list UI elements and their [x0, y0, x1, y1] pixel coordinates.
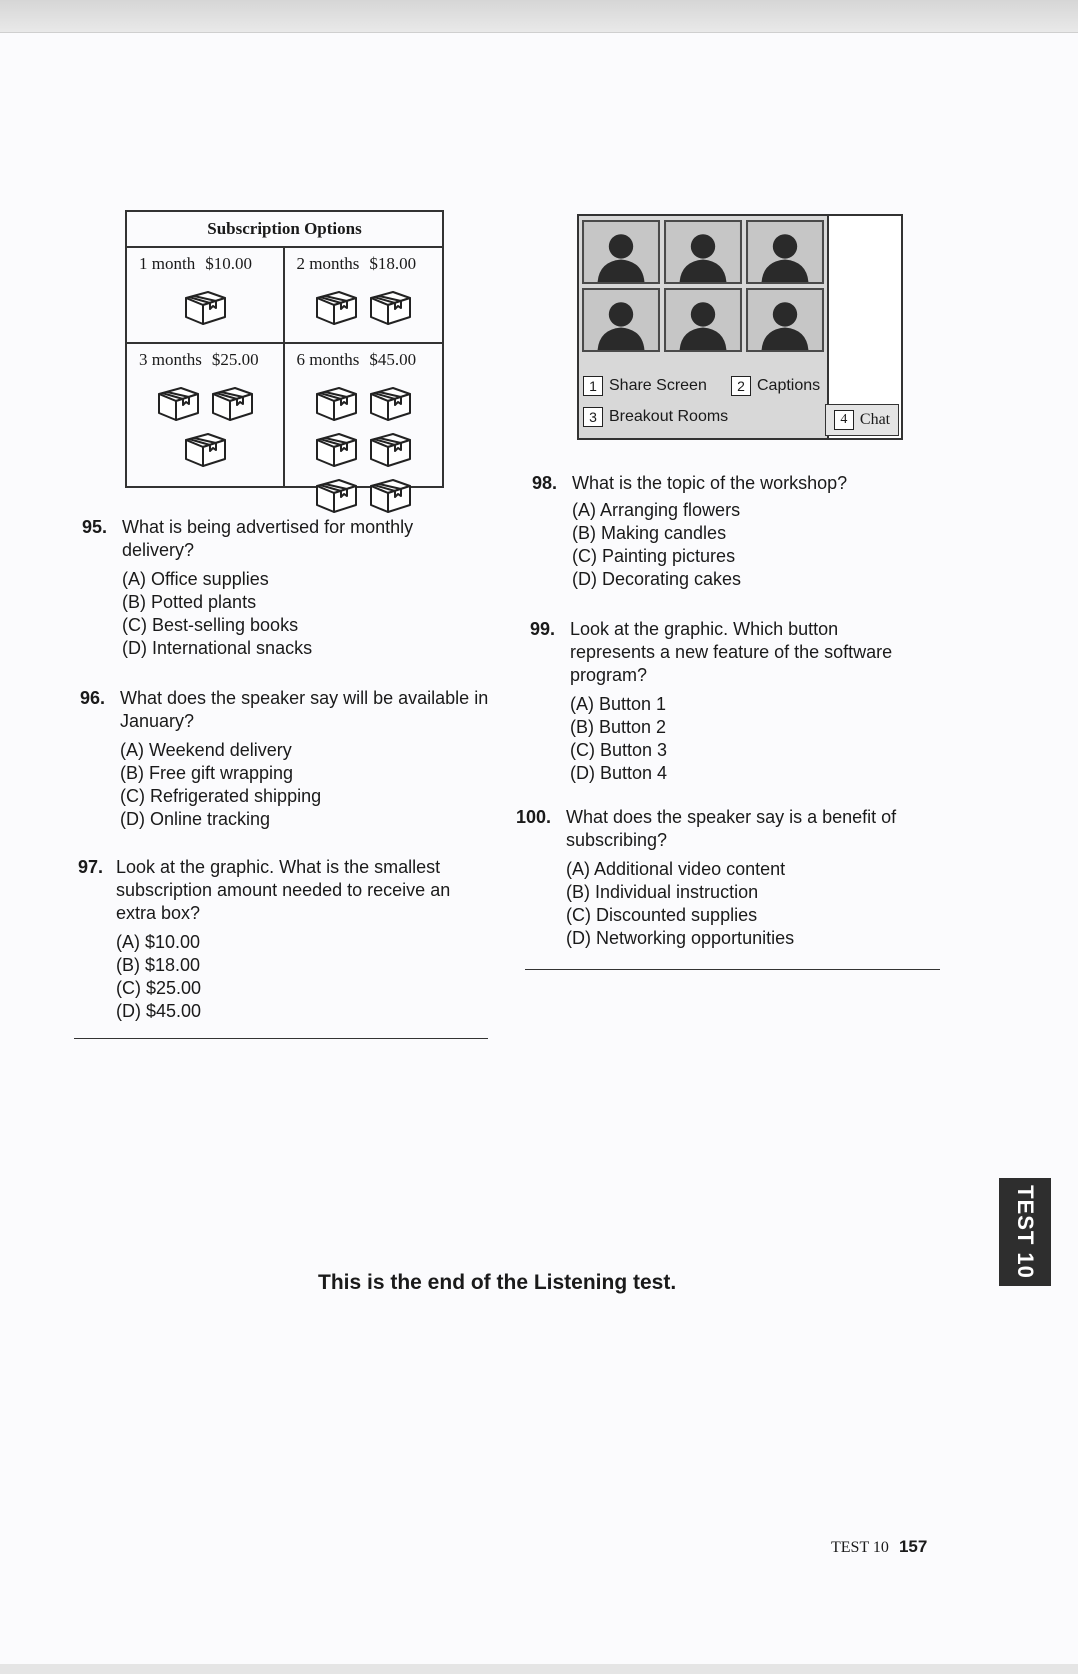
question-text: What does the speaker say will be available in January? [120, 688, 489, 731]
option-cell [285, 344, 443, 488]
box-icon [207, 380, 257, 424]
box-icon [153, 380, 203, 424]
answer-option[interactable]: (D) Online tracking [120, 809, 271, 829]
answer-option[interactable]: (D) $45.00 [116, 1001, 202, 1021]
button-label: Breakout Rooms [609, 408, 729, 425]
answer-option[interactable]: (A) Additional video content [566, 859, 786, 879]
box-icon [365, 284, 415, 328]
answer-option[interactable]: (D) Networking opportunities [566, 928, 795, 948]
answer-option[interactable]: (B) Button 2 [570, 717, 667, 737]
answer-option[interactable]: (C) Discounted supplies [566, 905, 758, 925]
button-label: Share Screen [609, 377, 707, 394]
answer-options [116, 931, 201, 1023]
participant-avatar-icon [746, 220, 824, 284]
button-number: 4 [834, 410, 854, 430]
page-footer [831, 1537, 927, 1557]
box-group [285, 380, 443, 516]
box-icon [311, 284, 361, 328]
button-number: 1 [583, 376, 603, 396]
box-icon [180, 284, 230, 328]
answer-option[interactable]: (A) Office supplies [122, 569, 269, 589]
answer-option[interactable]: (C) Best-selling books [122, 615, 299, 635]
video-call-window [577, 214, 903, 440]
column-end-rule [74, 1038, 488, 1039]
option-price: $45.00 [369, 350, 417, 369]
answer-option[interactable]: (B) Individual instruction [566, 882, 759, 902]
box-icon [365, 380, 415, 424]
question-number: 100. [516, 807, 552, 827]
question-text: What is being advertised for monthly delivery? [122, 517, 414, 560]
answer-option[interactable]: (A) Button 1 [570, 694, 667, 714]
option-cell [127, 248, 285, 344]
box-icon [365, 472, 415, 516]
question-text: What is the topic of the workshop? [572, 473, 848, 493]
question-number: 97. [78, 857, 104, 877]
option-price: $18.00 [369, 254, 417, 273]
answer-option[interactable]: (A) Arranging flowers [572, 500, 741, 520]
column-end-rule [525, 969, 940, 970]
side-tab-label: TEST 10 [1013, 1185, 1038, 1279]
answer-options [122, 568, 312, 660]
answer-option[interactable]: (A) $10.00 [116, 932, 201, 952]
chat-button [825, 404, 899, 436]
box-icon [311, 380, 361, 424]
question-text: Look at the graphic. Which button represents a new feature of the software program? [570, 619, 893, 685]
option-price: $25.00 [211, 350, 259, 369]
answer-option[interactable]: (B) $18.00 [116, 955, 201, 975]
answer-option[interactable]: (B) Free gift wrapping [120, 763, 294, 783]
breakout-rooms-button [583, 407, 728, 427]
subscription-grid [127, 248, 442, 488]
video-call-main [579, 216, 829, 438]
answer-options [570, 693, 667, 785]
question-text: Look at the graphic. What is the smallest subscription amount needed to receive an extra box? [116, 857, 451, 923]
question-number: 99. [530, 619, 556, 639]
option-period: 6 months [296, 350, 360, 369]
button-number: 2 [731, 376, 751, 396]
answer-option[interactable]: (C) $25.00 [116, 978, 202, 998]
answer-option[interactable]: (A) Weekend delivery [120, 740, 292, 760]
answer-option[interactable]: (D) Decorating cakes [572, 569, 742, 589]
test-side-tab [999, 1178, 1051, 1286]
participant-avatar-icon [582, 220, 660, 284]
answer-option[interactable]: (C) Refrigerated shipping [120, 786, 322, 806]
option-period: 2 months [296, 254, 360, 273]
answer-options [566, 858, 794, 950]
answer-option[interactable]: (B) Making candles [572, 523, 727, 543]
box-icon [311, 426, 361, 470]
subscription-options-table [125, 210, 444, 488]
box-group [127, 284, 283, 328]
captions-button [731, 376, 820, 396]
question-number: 98. [532, 473, 558, 493]
box-group [285, 284, 443, 328]
button-label: Captions [757, 377, 821, 394]
question-number: 96. [80, 688, 106, 708]
participant-avatar-icon [582, 288, 660, 352]
footer-label: TEST 10 [831, 1539, 889, 1556]
participant-avatar-icon [746, 288, 824, 352]
question-number: 95. [82, 517, 108, 537]
participant-tiles [582, 220, 824, 352]
answer-option[interactable]: (D) Button 4 [570, 763, 668, 783]
answer-options [572, 499, 741, 591]
participant-avatar-icon [664, 220, 742, 284]
option-period: 3 months [139, 350, 202, 369]
answer-options [120, 739, 321, 831]
box-icon [180, 426, 230, 470]
answer-option[interactable]: (D) International snacks [122, 638, 313, 658]
option-cell [285, 248, 443, 344]
box-group [127, 380, 283, 470]
end-of-test-text: This is the end of the Listening test. [318, 1271, 677, 1294]
subscription-title: Subscription Options [127, 212, 442, 248]
participant-avatar-icon [664, 288, 742, 352]
share-screen-button [583, 376, 707, 396]
scan-top-strip [0, 0, 1078, 33]
page-number: 157 [898, 1537, 928, 1556]
button-label: Chat [859, 411, 891, 428]
box-icon [365, 426, 415, 470]
question-text: What does the speaker say is a benefit of subscribing? [566, 807, 897, 850]
answer-option[interactable]: (C) Button 3 [570, 740, 668, 760]
option-price: $10.00 [205, 254, 252, 273]
answer-option[interactable]: (B) Potted plants [122, 592, 257, 612]
button-number: 3 [583, 407, 603, 427]
option-cell [127, 344, 285, 488]
option-period: 1 month [139, 254, 196, 273]
answer-option[interactable]: (C) Painting pictures [572, 546, 736, 566]
scan-bottom-strip [0, 1664, 1078, 1674]
box-icon [311, 472, 361, 516]
